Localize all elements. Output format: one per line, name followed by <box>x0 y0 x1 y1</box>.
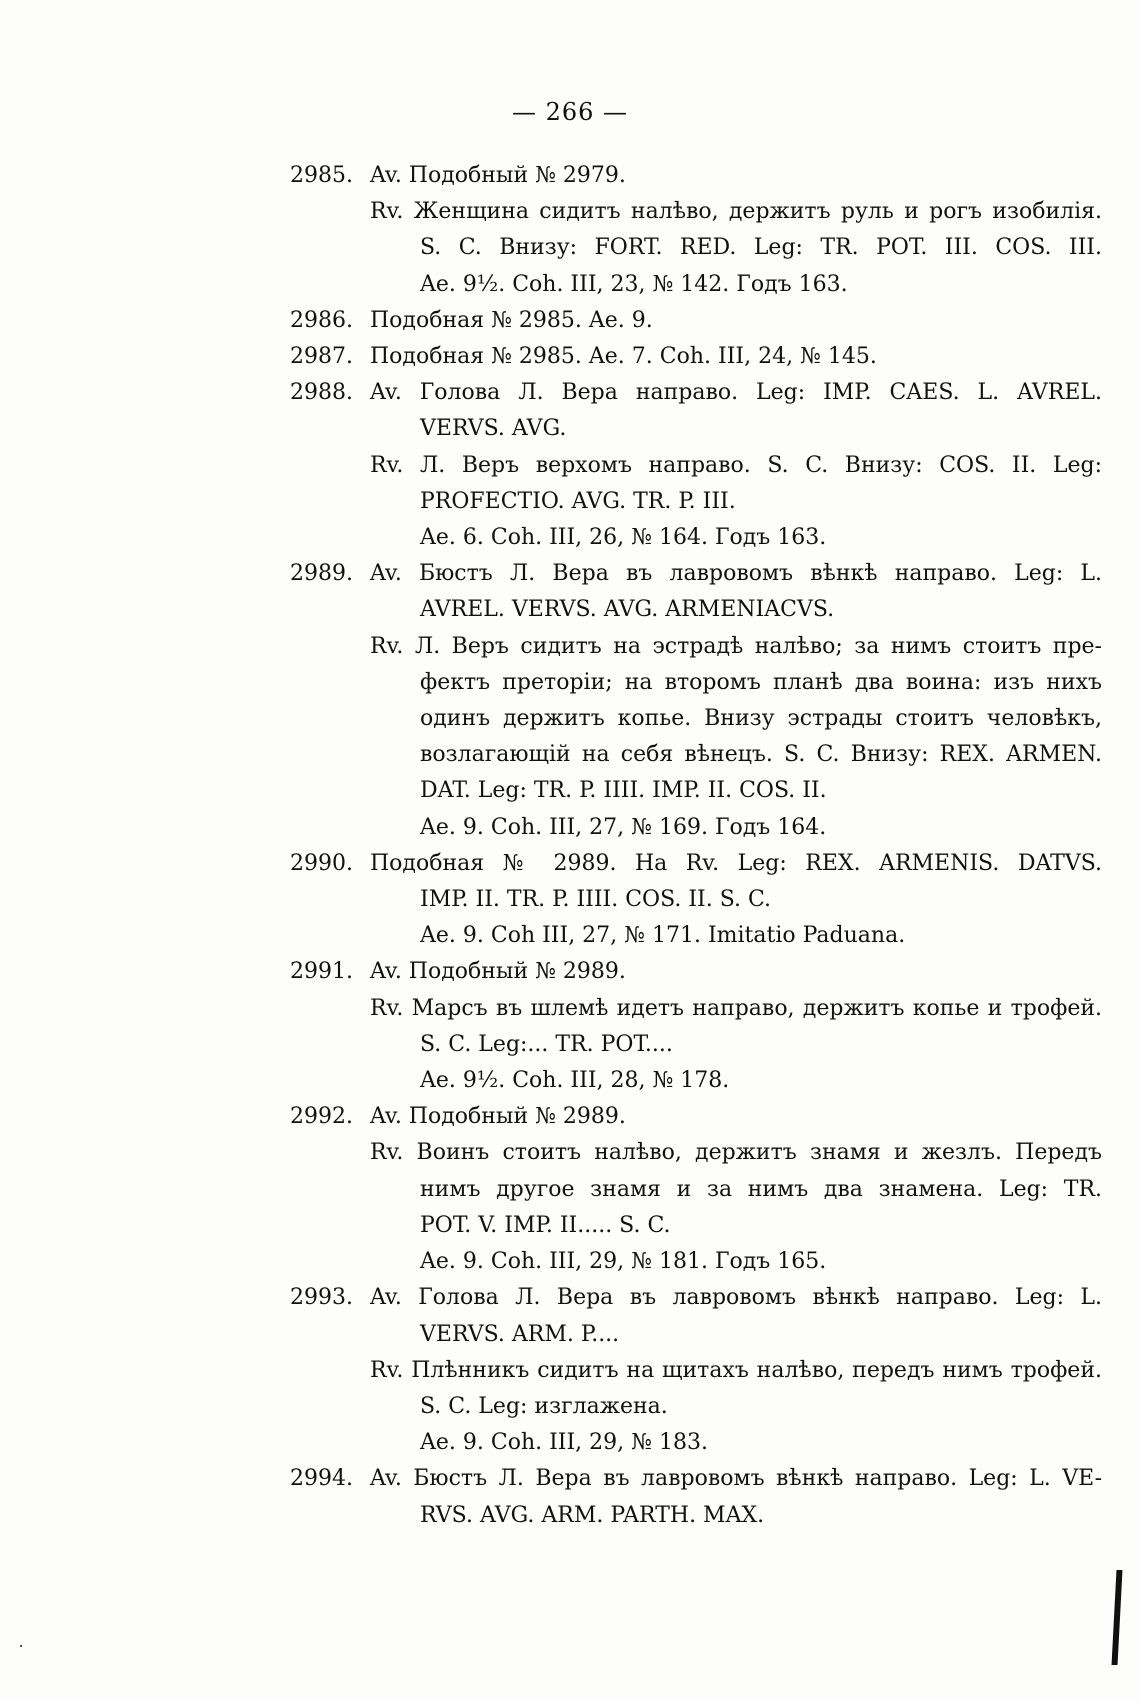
entry-line: Ae. 6. Coh. III, 26, № 164. Годъ 163. <box>420 525 827 551</box>
entry-line: DAT. Leg: TR. P. IIII. IMP. II. COS. II. <box>420 778 827 804</box>
entry-number: 2989. <box>290 561 353 587</box>
entry-line: Av. Бюстъ Л. Вера въ лавровомъ вѣнкѣ направо. Leg: L. <box>370 561 1102 587</box>
entry-line: возлагающій на себя вѣнецъ. S. C. Внизу: REX. ARMEN. <box>420 742 1102 768</box>
entry-number: 2987. <box>290 344 353 370</box>
entry-line: POT. V. IMP. II..... S. C. <box>420 1212 671 1238</box>
catalogue-entry <box>290 954 1102 1099</box>
entry-line: Ae. 9. Coh. III, 29, № 181. Годъ 165. <box>420 1249 827 1275</box>
binding-mark <box>1112 1570 1123 1665</box>
entry-line: фектъ преторіи; на второмъ планѣ два воина: изъ нихъ <box>420 669 1102 695</box>
entry-line: S. C. Leg:... TR. POT.... <box>420 1031 673 1057</box>
entry-line: Rv. Воинъ стоитъ налѣво, держитъ знамя и жезлъ. Передъ <box>370 1140 1102 1166</box>
entry-line: S. C. Внизу: FORT. RED. Leg: TR. POT. III. COS. III. <box>420 235 1102 261</box>
entry-line: Av. Подобный № 2989. <box>370 959 626 985</box>
entry-line: Rv. Л. Веръ сидитъ на эстрадѣ налѣво; за нимъ стоитъ пре- <box>370 633 1102 659</box>
entry-line: S. C. Leg: изглажена. <box>420 1393 668 1419</box>
entry-line: одинъ держитъ копье. Внизу эстрады стоитъ человѣкъ, <box>420 706 1102 732</box>
entry-line: Подобная № 2989. На Rv. Leg: REX. ARMENIS. DATVS. <box>370 850 1102 876</box>
entry-number: 2993. <box>290 1285 353 1311</box>
entry-line: Ae. 9½. Coh. III, 23, № 142. Годъ 163. <box>420 271 848 297</box>
entry-line: IMP. II. TR. P. IIII. COS. II. S. C. <box>420 887 772 913</box>
entry-line: PROFECTIO. AVG. TR. P. III. <box>420 488 736 514</box>
entry-line: Av. Бюстъ Л. Вера въ лавровомъ вѣнкѣ направо. Leg: L. VE- <box>370 1466 1102 1492</box>
entry-number: 2988. <box>290 380 353 406</box>
entry-line: Av. Подобный № 2989. <box>370 1104 626 1130</box>
catalogue-entry <box>290 846 1102 955</box>
catalogue-entry <box>290 375 1102 556</box>
entry-number: 2994. <box>290 1466 353 1492</box>
entry-line: Подобная № 2985. Ae. 7. Coh. III, 24, № 145. <box>370 344 877 370</box>
catalogue-entry <box>290 339 1102 375</box>
catalogue-entry <box>290 556 1102 846</box>
entry-line: Ae. 9. Coh. III, 27, № 169. Годъ 164. <box>420 814 827 840</box>
entry-number: 2985. <box>290 163 353 188</box>
entry-line: Av. Голова Л. Вера направо. Leg: IMP. CAES. L. AVREL. <box>370 380 1102 406</box>
catalogue-entry <box>290 158 1102 303</box>
catalogue-entry <box>290 1461 1102 1533</box>
stray-dot <box>20 1645 22 1647</box>
entry-line: Ae. 9½. Coh. III, 28, № 178. <box>420 1068 730 1094</box>
entry-line: Rv. Плѣнникъ сидитъ на щитахъ налѣво, передъ нимъ трофей. <box>370 1357 1102 1383</box>
catalogue-entries <box>290 158 1102 1534</box>
entry-number: 2991. <box>290 959 353 985</box>
catalogue-entry <box>290 1099 1102 1280</box>
entry-line: Ae. 9. Coh. III, 29, № 183. <box>420 1430 708 1456</box>
entry-number: 2992. <box>290 1104 353 1130</box>
entry-number: 2990. <box>290 850 353 876</box>
entry-number: 2986. <box>290 307 353 333</box>
entry-line: Rv. Марсъ въ шлемѣ идетъ направо, держитъ копье и трофей. <box>370 995 1102 1021</box>
entry-line: Подобная № 2985. Ae. 9. <box>370 307 653 333</box>
entry-line: Av. Голова Л. Вера въ лавровомъ вѣнкѣ направо. Leg: L. <box>370 1285 1102 1311</box>
entry-line: Rv. Женщина сидитъ налѣво, держитъ руль и рогъ изобилія. <box>370 199 1102 225</box>
entry-line: Ae. 9. Coh III, 27, № 171. Imitatio Paduana. <box>420 923 906 949</box>
entry-line: Av. Подобный № 2979. <box>370 163 626 188</box>
entry-line: Rv. Л. Веръ верхомъ направо. S. C. Внизу: COS. II. Leg: <box>370 452 1102 478</box>
page-number: — 266 — <box>511 98 629 126</box>
entry-line: RVS. AVG. ARM. PARTH. MAX. <box>420 1502 765 1528</box>
entry-line: VERVS. ARM. P.... <box>420 1321 620 1347</box>
catalogue-entry <box>290 1280 1102 1461</box>
entry-line: VERVS. AVG. <box>420 416 567 442</box>
entry-line: нимъ другое знамя и за нимъ два знамена. Leg: TR. <box>420 1176 1102 1202</box>
catalogue-entry <box>290 303 1102 339</box>
entry-line: AVREL. VERVS. AVG. ARMENIACVS. <box>420 597 835 623</box>
